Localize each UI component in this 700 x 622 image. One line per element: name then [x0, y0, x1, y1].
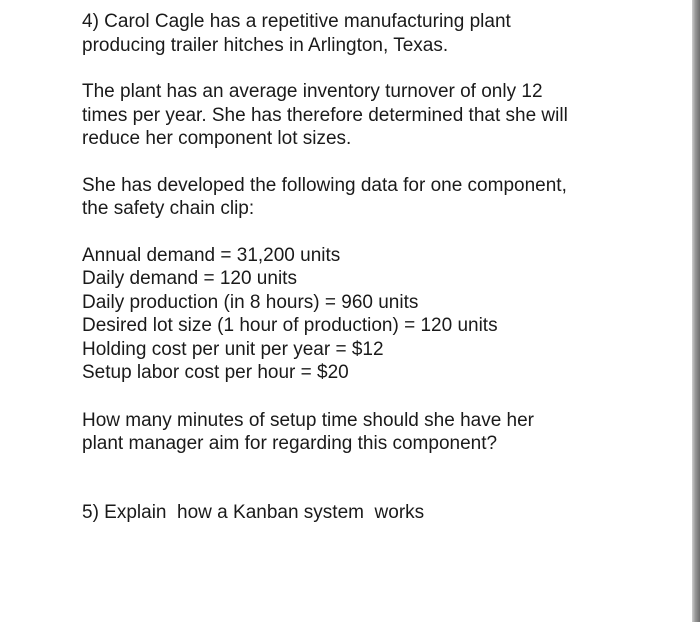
- data-item-lot-size: Desired lot size (1 hour of production) = 120 units: [82, 315, 498, 336]
- text-line: 5) Explain how a Kanban system works: [82, 501, 425, 523]
- question-5: [82, 501, 672, 525]
- text-line: How many minutes of setup time should she have her: [82, 409, 535, 431]
- data-item-holding-cost: Holding cost per unit per year = $12: [82, 338, 384, 360]
- text-line: plant manager aim for regarding this component?: [82, 433, 498, 454]
- text-line: producing trailer hitches in Arlington, Texas.: [82, 34, 449, 56]
- document-content: [82, 10, 672, 524]
- question-4-context: [82, 80, 672, 151]
- page-edge-shadow: [692, 0, 700, 622]
- text-line: The plant has an average inventory turnover of only 12: [82, 81, 543, 102]
- question-4-intro: [82, 10, 672, 57]
- text-line: times per year. She has therefore determined that she will: [82, 104, 568, 126]
- data-item-annual-demand: Annual demand = 31,200 units: [82, 244, 341, 266]
- text-line: the safety chain clip:: [82, 198, 255, 219]
- text-line: She has developed the following data for one component,: [82, 174, 567, 196]
- data-item-setup-cost: Setup labor cost per hour = $20: [82, 362, 349, 383]
- text-line: reduce her component lot sizes.: [82, 128, 352, 149]
- data-item-daily-demand: Daily demand = 120 units: [82, 268, 297, 289]
- data-item-daily-production: Daily production (in 8 hours) = 960 units: [82, 291, 419, 313]
- question-4-data-list: [82, 244, 672, 385]
- text-line: 4) Carol Cagle has a repetitive manufacturing plant: [82, 11, 511, 32]
- question-4-data-intro: [82, 174, 672, 221]
- question-4-question: [82, 409, 672, 456]
